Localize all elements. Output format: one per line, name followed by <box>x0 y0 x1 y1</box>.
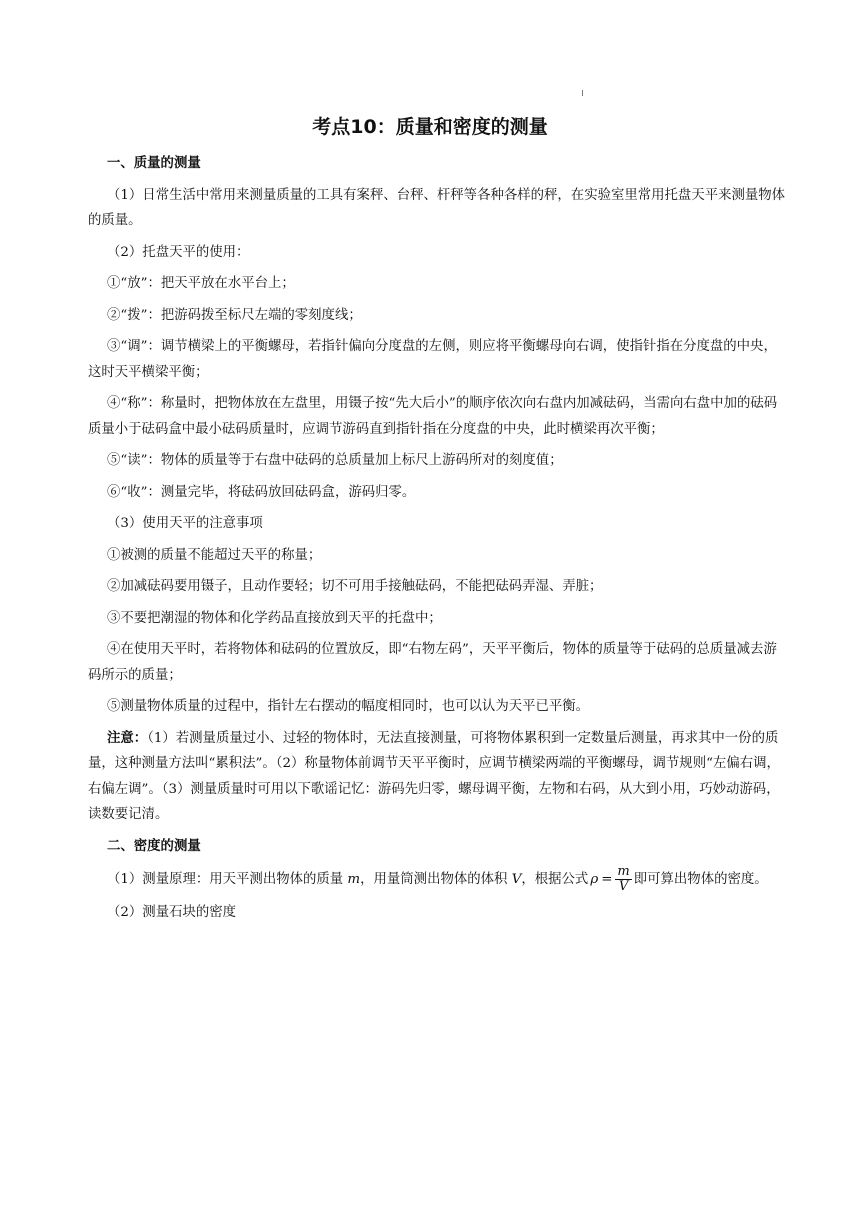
mass-symbol: m <box>347 872 361 887</box>
density-formula <box>590 865 631 894</box>
principle-before-formula: ，根据公式 <box>521 872 589 887</box>
page-mark <box>582 90 583 96</box>
section-heading-mass: 一、质量的测量 <box>107 156 201 171</box>
list-item: ①“放”：把天平放在水平台上； <box>107 276 295 291</box>
paragraph-precautions: （3）使用天平的注意事项 <box>107 516 263 531</box>
section-heading-density: 二、密度的测量 <box>107 838 201 854</box>
list-item: ②加减砝码要用镊子，且动作要轻；切不可用手接触砝码，不能把砝码弄湿、弄脏； <box>107 579 603 594</box>
fraction-numerator: m <box>617 864 630 879</box>
page-title: 考点10：质量和密度的测量 <box>312 116 548 138</box>
equals-sign: = <box>601 871 613 887</box>
rho-symbol: ρ <box>590 871 599 887</box>
list-item: ③“调”：调节横梁上的平衡螺母，若指针偏向分度盘的左侧，则应将平衡螺母向右调，使指针指在分度盘的中央，这时天平横梁平衡； <box>88 339 777 380</box>
volume-symbol: V <box>511 872 522 887</box>
fraction <box>615 865 631 894</box>
list-item: ⑥“收”：测量完毕，将砝码放回砝码盒，游码归零。 <box>107 484 416 500</box>
document-body <box>88 151 788 932</box>
paragraph-balance-use: （2）托盘天平的使用： <box>107 244 250 260</box>
list-item: ②“拨”：把游码拨至标尺左端的零刻度线； <box>107 307 362 323</box>
principle-prefix: （1）测量原理：用天平测出物体的质量 <box>107 872 348 887</box>
attention-text: （1）若测量质量过小、过轻的物体时，无法直接测量，可将物体累积到一定数量后测量，再求其中一份的质量，这种测量方法叫“累积法”。（2）称量物体前调节天平平衡时，应调节横梁两端的平衡螺母，调节规则“左偏右调，右偏左调”。（3）测量质量时可用以下歌谣记忆：游码先归零，螺母调平衡，左物和右码，从大到小用，巧妙动游码，读数要记清。 <box>88 730 780 822</box>
paragraph-principle <box>88 865 788 894</box>
list-item: ①被测的质量不能超过天平的称量； <box>107 547 322 563</box>
list-item: ④在使用天平时，若将物体和砝码的位置放反，即“右物左码”，天平平衡后，物体的质量等于砝码的总质量减去游码所示的质量； <box>88 642 777 683</box>
attention-label: 注意： <box>107 730 148 746</box>
principle-suffix: 即可算出物体的密度。 <box>633 872 768 887</box>
principle-middle: ，用量筒测出物体的体积 <box>360 872 512 887</box>
list-item: ④“称”：称量时，把物体放在左盘里，用镊子按“先大后小”的顺序依次向右盘内加减砝码，当需向右盘中加的砝码质量小于砝码盒中最小砝码质量时，应调节游码直到指针指在分度盘的中央，此时横梁再次平衡； <box>88 396 778 437</box>
list-item: ③不要把潮湿的物体和化学药品直接放到天平的托盘中； <box>107 610 442 626</box>
list-item: ⑤“读”：物体的质量等于右盘中砝码的总质量加上标尺上游码所对的刻度值； <box>107 453 563 468</box>
paragraph-attention <box>88 726 788 828</box>
paragraph-stone-density: （2）测量石块的密度 <box>107 905 237 920</box>
fraction-denominator: V <box>618 879 629 894</box>
list-item: ⑤测量物体质量的过程中，指针左右摆动的幅度相同时，也可以认为天平已平衡。 <box>107 699 590 714</box>
paragraph-tools: （1）日常生活中常用来测量质量的工具有案秤、台秤、杆秤等各种各样的秤，在实验室里常用托盘天平来测量物体的质量。 <box>88 187 786 228</box>
